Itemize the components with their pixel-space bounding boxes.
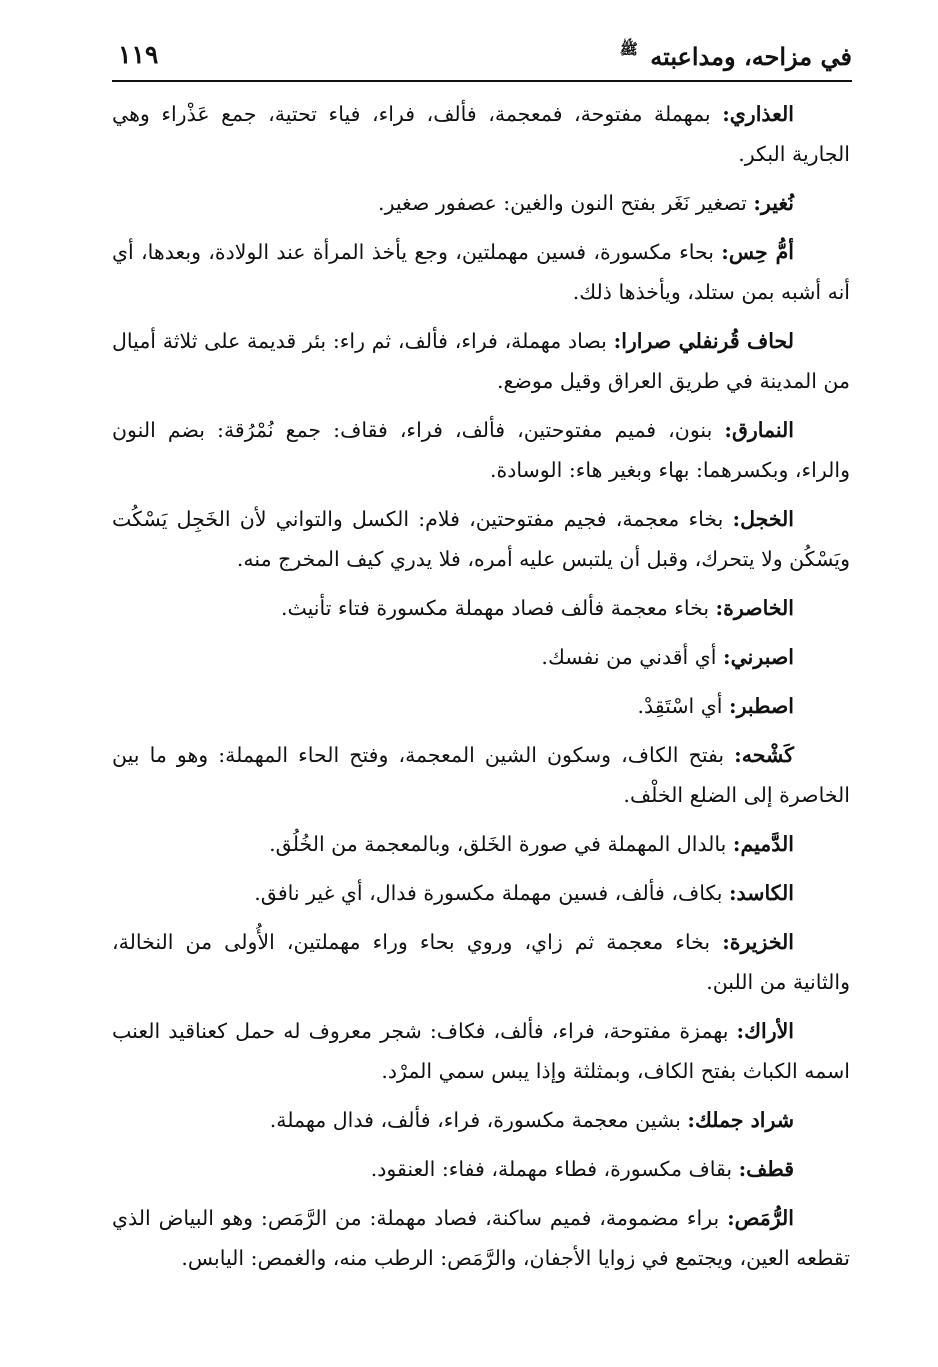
running-title-text: في مزاحه، ومداعبته [650,42,852,71]
entry-definition: بصاد مهملة، فراء، فألف، ثم راء: بئر قديمة على ثلاثة أميال من المدينة في طريق العراق وقيل موضع. [112,329,850,393]
glossary-entry [112,232,850,312]
glossary-body [112,94,850,1287]
entry-definition: بالدال المهملة في صورة الخَلق، وبالمعجمة من الخُلُق. [269,832,733,856]
entry-definition: بمهملة مفتوحة، فمعجمة، فألف، فراء، فياء تحتية، جمع عَذْراء وهي الجارية البكر. [112,102,850,166]
glossary-entry [112,873,850,913]
running-title [620,42,852,71]
glossary-entry [112,824,850,864]
entry-term: الأراك: [736,1019,794,1043]
entry-definition: براء مضمومة، فميم ساكنة، فصاد مهملة: من الرَّمَص: وهو البياض الذي تقطعه العين، ويجتمع في زوايا الأجفان، والرَّمَص: الرطب منه، والغمص: اليابس. [112,1206,850,1270]
glossary-entry [112,735,850,815]
glossary-entry [112,1198,850,1278]
glossary-entry [112,499,850,579]
entry-definition: بفتح الكاف، وسكون الشين المعجمة، وفتح الحاء المهملة: وهو ما بين الخاصرة إلى الضلع الخلْف. [112,743,850,807]
entry-term: اصطبر: [729,694,794,718]
entry-definition: بخاء معجمة، فجيم مفتوحتين، فلام: الكسل والتواني لأن الخَجِل يَسْكُت ويَسْكُن ولا يتحرك، وقبل أن يلتبس عليه أمره، فلا يدري كيف المخرج منه. [112,507,850,571]
header-rule [112,80,852,82]
glossary-entry [112,1100,850,1140]
entry-definition: بهمزة مفتوحة، فراء، فألف، فكاف: شجر معروف له حمل كعناقيد العنب اسمه الكباث بفتح الكاف، وبمثلثة وإذا يبس سمي المرْد. [112,1019,850,1083]
glossary-entry [112,321,850,401]
entry-term: الرُّمَص: [727,1206,794,1230]
glossary-entry [112,922,850,1002]
glossary-entry [112,637,850,677]
glossary-entry [112,410,850,490]
entry-definition: بخاء معجمة ثم زاي، وروي بحاء وراء مهملتين، الأُولى من النخالة، والثانية من اللبن. [112,930,850,994]
entry-definition: بحاء مكسورة، فسين مهملتين، وجع يأخذ المرأة عند الولادة، وبعدها، أي أنه أشبه بمن ستلد، ويأخذها ذلك. [112,240,850,304]
entry-term: نُغير: [753,191,794,215]
entry-term: قطف: [738,1157,794,1181]
entry-definition: أي أقدني من نفسك. [541,645,724,669]
entry-term: لحاف قُرنفلي صرارا: [613,329,794,353]
entry-term: الخاصرة: [715,596,794,620]
entry-definition: بشين معجمة مكسورة، فراء، فألف، فدال مهملة. [269,1108,688,1132]
entry-term: الخجل: [732,507,794,531]
entry-term: النمارق: [724,418,794,442]
entry-term: أمُّ حِس: [721,240,795,264]
glossary-entry [112,1011,850,1091]
glossary-entry [112,1149,850,1189]
glossary-entry [112,588,850,628]
entry-term: شراد جملك: [687,1108,794,1132]
glossary-entry [112,686,850,726]
entry-term: الخزيرة: [722,930,794,954]
entry-term: العذاري: [722,102,794,126]
entry-term: الكاسد: [728,881,794,905]
entry-definition: تصغير نَغَر بفتح النون والغين: عصفور صغير. [378,191,754,215]
honorific-glyph: ﷺ [619,40,638,58]
glossary-entry [112,183,850,223]
entry-term: كَشْحه: [734,743,794,767]
entry-definition: بنون، فميم مفتوحتين، فألف، فراء، فقاف: جمع نُمْرُقة: بضم النون والراء، وبكسرهما: بهاء وبغير هاء: الوسادة. [112,418,850,482]
running-header [112,36,852,80]
page-number: ١١٩ [118,40,159,69]
entry-definition: بكاف، فألف، فسين مهملة مكسورة فدال، أي غير نافق. [254,881,729,905]
entry-definition: أي اسْتَقِدْ. [637,694,730,718]
entry-definition: بخاء معجمة فألف فصاد مهملة مكسورة فتاء تأنيث. [280,596,716,620]
entry-term: الدَّميم: [732,832,794,856]
entry-term: اصبرني: [723,645,794,669]
glossary-entry [112,94,850,174]
entry-definition: بقاف مكسورة، فطاء مهملة، ففاء: العنقود. [370,1157,739,1181]
